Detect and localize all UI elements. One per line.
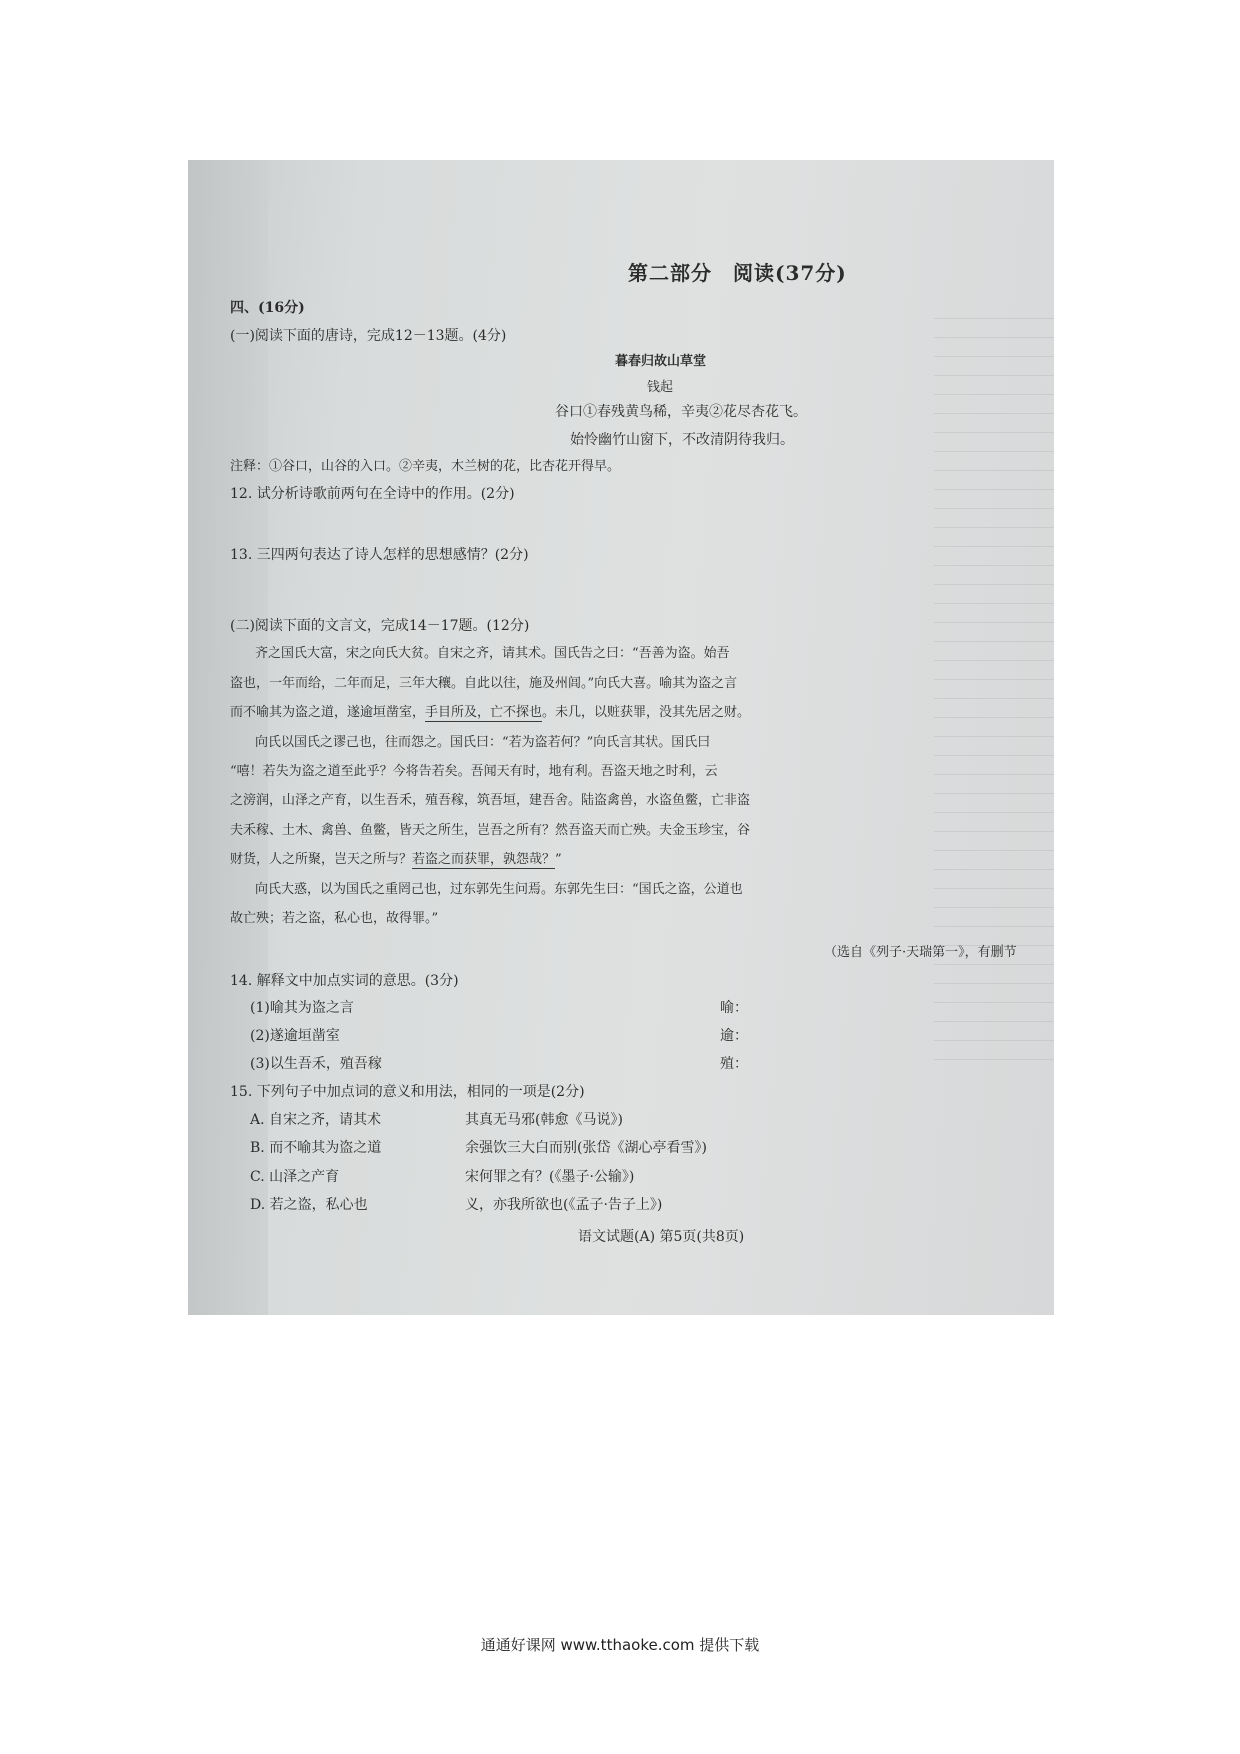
download-credit: 通通好课网 www.tthaoke.com 提供下载 [480,1636,760,1654]
page-footer: 语文试题(A) 第5页(共8页) [578,1229,745,1245]
passage-para2-line4: 夫禾稼、土木、禽兽、鱼鳖，皆天之所生，岂吾之所有？然吾盗天而亡殃。夫金玉珍宝，谷 [230,823,751,838]
q14-item-1-answer: 喻： [720,1000,748,1016]
passage-text: 而不喻其为盗之道，遂逾垣凿室， [230,705,426,720]
q15-option-a-compare: 其真无马邪(韩愈《马说》) [465,1112,623,1128]
q15-option-c: C. 山泽之产育 [250,1169,340,1185]
q14-item-3-answer: 殖： [720,1056,748,1072]
question-13: 13. 三四两句表达了诗人怎样的思想感情？(2分) [230,547,529,563]
poem-title: 暮春归故山草堂 [615,354,707,369]
underlined-sentence: 若盗之而获罪，孰怨哉？ [412,852,556,867]
part1-instruction: (一)阅读下面的唐诗，完成12－13题。(4分) [230,328,507,344]
passage-source: （选自《列子·天瑞第一》，有删节 [824,945,1017,960]
passage-para3-line1: 向氏大惑，以为国氏之重罔己也，过东郭先生问焉。东郭先生曰：“国氏之盗，公道也 [255,882,743,897]
passage-para1-line1: 齐之国氏大富，宋之向氏大贫。自宋之齐，请其术。国氏告之曰：“吾善为盗。始吾 [255,646,730,661]
q14-item-2: (2)遂逾垣凿室 [250,1028,340,1044]
q14-item-1: (1)喻其为盗之言 [250,1000,354,1016]
q15-option-b-compare: 余强饮三大白而别(张岱《湖心亭看雪》) [465,1140,707,1156]
exam-page-photo [188,160,1054,1315]
section-four-heading: 四、(16分) [230,300,305,316]
passage-para1-line3 [230,706,750,719]
poem-note: 注释：①谷口，山谷的入口。②辛夷，木兰树的花，比杏花开得早。 [230,459,621,474]
q15-option-b: B. 而不喻其为盗之道 [250,1140,382,1156]
passage-para2-line2: “嘻！若失为盗之道至此乎？今将告若矣。吾闻天有时，地有利。吾盗天地之时利，云 [230,764,718,779]
passage-text: 。未几，以赃获罪，没其先居之财。 [542,705,751,720]
passage-para2-line3: 之滂润，山泽之产育，以生吾禾，殖吾稼，筑吾垣，建吾舍。陆盗禽兽，水盗鱼鳖，亡非盗 [230,793,751,808]
section-title: 第二部分 阅读(37分) [628,261,847,285]
underlined-sentence: 手目所及，亡不探也 [425,705,543,720]
part2-instruction: (二)阅读下面的文言文，完成14－17题。(12分) [230,618,530,634]
q15-option-c-compare: 宋何罪之有？(《墨子·公输》) [465,1169,635,1185]
poem-author: 钱起 [647,380,674,395]
q14-item-3: (3)以生吾禾，殖吾稼 [250,1056,382,1072]
passage-text: ” [555,852,562,867]
poem-line-1: 谷口①春残黄鸟稀，辛夷②花尽杏花飞。 [555,404,807,420]
question-12: 12. 试分析诗歌前两句在全诗中的作用。(2分) [230,486,515,502]
q15-option-a: A. 自宋之齐，请其术 [250,1112,382,1128]
passage-para2-line5 [230,853,562,866]
passage-para3-line2: 故亡殃；若之盗，私心也，故得罪。” [230,911,439,926]
question-14: 14. 解释文中加点实词的意思。(3分) [230,973,459,989]
poem-line-2: 始怜幽竹山窗下，不改清阴待我归。 [570,432,794,448]
question-15: 15. 下列句子中加点词的意义和用法，相同的一项是(2分) [230,1084,585,1100]
passage-text: 财货，人之所聚，岂天之所与？ [230,852,413,867]
q14-item-2-answer: 逾： [720,1028,748,1044]
passage-para2-line1: 向氏以国氏之谬己也，往而怨之。国氏曰：“若为盗若何？”向氏言其状。国氏曰 [255,735,711,750]
passage-para1-line2: 盗也，一年而给，二年而足，三年大穰。自此以往，施及州闾。”向氏大喜。喻其为盗之言 [230,676,738,691]
q15-option-d-compare: 义，亦我所欲也(《孟子·告子上》) [465,1197,663,1213]
q15-option-d: D. 若之盗，私心也 [250,1197,368,1213]
